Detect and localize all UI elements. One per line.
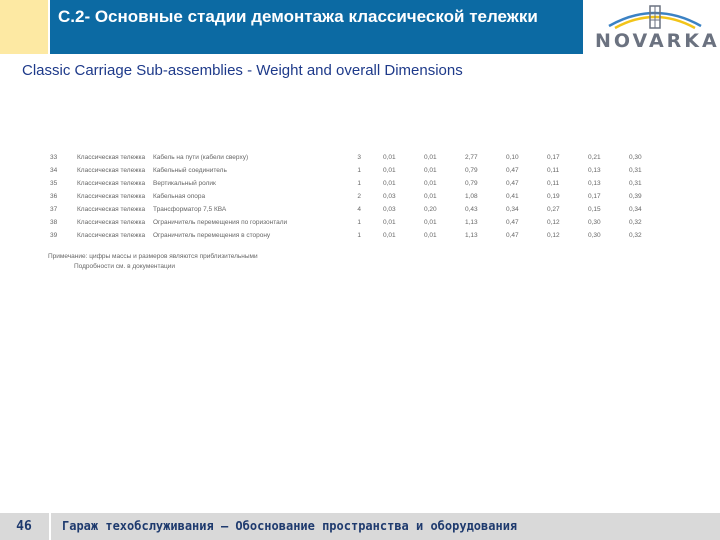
table-cell: 1 [357, 167, 361, 174]
table-cell: 0,47 [506, 232, 519, 239]
table-cell: 0,03 [383, 193, 396, 200]
table-cell: 36 [50, 193, 58, 200]
table-cell: 0,47 [506, 167, 519, 174]
page-subtitle: Classic Carriage Sub-assemblies - Weight and overall Dimensions [22, 62, 463, 79]
table-cell: 0,03 [383, 206, 396, 213]
table-cell: 35 [50, 180, 58, 187]
footer-divider [49, 513, 51, 540]
table-cell: 0,27 [547, 206, 560, 213]
logo-text: NOVARKA [595, 30, 720, 52]
table-cell: 0,19 [547, 193, 560, 200]
table-cell: 0,79 [465, 167, 478, 174]
table-cell: 0,01 [424, 232, 437, 239]
table-cell: 1 [357, 232, 361, 239]
table-cell: 1,13 [465, 232, 478, 239]
table-row [50, 151, 670, 164]
table-cell: 0,43 [465, 206, 478, 213]
subassembly-table-container [50, 151, 690, 242]
table-cell: 0,34 [629, 206, 642, 213]
table-cell: 0,01 [424, 167, 437, 174]
table-cell: 0,11 [547, 180, 560, 187]
table-cell: Классическая тележка [77, 167, 146, 174]
footer-bar [0, 513, 720, 540]
table-cell: 3 [357, 154, 361, 161]
table-cell: 0,01 [383, 219, 396, 226]
table-row [50, 229, 670, 242]
table-cell: 0,31 [629, 180, 642, 187]
table-cell: 1,13 [465, 219, 478, 226]
table-cell: Классическая тележка [77, 232, 146, 239]
table-cell: 0,01 [424, 180, 437, 187]
table-cell: 39 [50, 232, 58, 239]
footer-caption: Гараж техобслуживания – Обоснование пространства и оборудования [62, 519, 518, 533]
table-cell: 37 [50, 206, 58, 213]
table-cell: Классическая тележка [77, 219, 146, 226]
table-cell: 0,10 [506, 154, 519, 161]
table-cell: 0,32 [629, 232, 642, 239]
table-cell: 0,12 [547, 219, 560, 226]
novarka-logo-icon [595, 4, 720, 52]
table-cell: Ограничитель перемещения по горизонтали [153, 219, 288, 226]
table-cell: 0,20 [424, 206, 437, 213]
table-cell: Ограничитель перемещения в сторону [153, 232, 271, 239]
table-cell: 0,01 [383, 154, 396, 161]
table-cell: 0,30 [588, 232, 601, 239]
note-line-2: Подробности см. в документации [74, 263, 176, 270]
page-number: 46 [16, 519, 32, 534]
table-cell: Вертикальный ролик [153, 180, 216, 187]
table-cell: 0,12 [547, 232, 560, 239]
table-row [50, 177, 670, 190]
table-cell: Классическая тележка [77, 193, 146, 200]
table-cell: 0,01 [383, 167, 396, 174]
table-cell: 2,77 [465, 154, 478, 161]
table-cell: 0,47 [506, 219, 519, 226]
table-row [50, 164, 670, 177]
table-cell: 0,01 [383, 232, 396, 239]
slide-title: C.2- Основные стадии демонтажа классической тележки [50, 0, 583, 54]
table-cell: 1 [357, 219, 361, 226]
table-cell: 0,01 [424, 193, 437, 200]
table-cell: 33 [50, 154, 58, 161]
table-cell: 0,13 [588, 180, 601, 187]
table-cell: 0,01 [424, 154, 437, 161]
table-cell: Кабельная опора [153, 193, 206, 200]
table-row [50, 203, 670, 216]
table-cell: 0,21 [588, 154, 601, 161]
table-row [50, 190, 670, 203]
table-cell: 0,11 [547, 167, 560, 174]
header-left-accent [0, 0, 48, 54]
table-cell: 0,30 [629, 154, 642, 161]
table-cell: 0,01 [383, 180, 396, 187]
table-cell: 0,15 [588, 206, 601, 213]
table-cell: 1,08 [465, 193, 478, 200]
note-line-1: Примечание: цифры массы и размеров являются приблизительными [48, 253, 258, 260]
table-cell: 34 [50, 167, 58, 174]
table-cell: 0,47 [506, 180, 519, 187]
table-cell: 0,39 [629, 193, 642, 200]
table-cell: 2 [357, 193, 361, 200]
table-cell: 0,01 [424, 219, 437, 226]
table-cell: Кабель на пути (кабели сверху) [153, 154, 249, 161]
table-cell: 1 [357, 180, 361, 187]
table-cell: 0,31 [629, 167, 642, 174]
table-cell: 0,13 [588, 167, 601, 174]
table-cell: Кабельный соединитель [153, 167, 227, 174]
table-cell: Классическая тележка [77, 180, 146, 187]
table-cell: 0,32 [629, 219, 642, 226]
table-cell: 0,30 [588, 219, 601, 226]
table-cell: Трансформатор 7,5 КВА [153, 206, 227, 213]
table-cell: 0,34 [506, 206, 519, 213]
table-row [50, 216, 670, 229]
table-cell: Классическая тележка [77, 154, 146, 161]
table-cell: 0,41 [506, 193, 519, 200]
table-cell: Классическая тележка [77, 206, 146, 213]
table-cell: 0,17 [547, 154, 560, 161]
table-note [48, 252, 258, 272]
table-cell: 38 [50, 219, 58, 226]
table-cell: 0,17 [588, 193, 601, 200]
subassembly-table [50, 151, 670, 242]
table-cell: 4 [357, 206, 361, 213]
table-cell: 0,79 [465, 180, 478, 187]
